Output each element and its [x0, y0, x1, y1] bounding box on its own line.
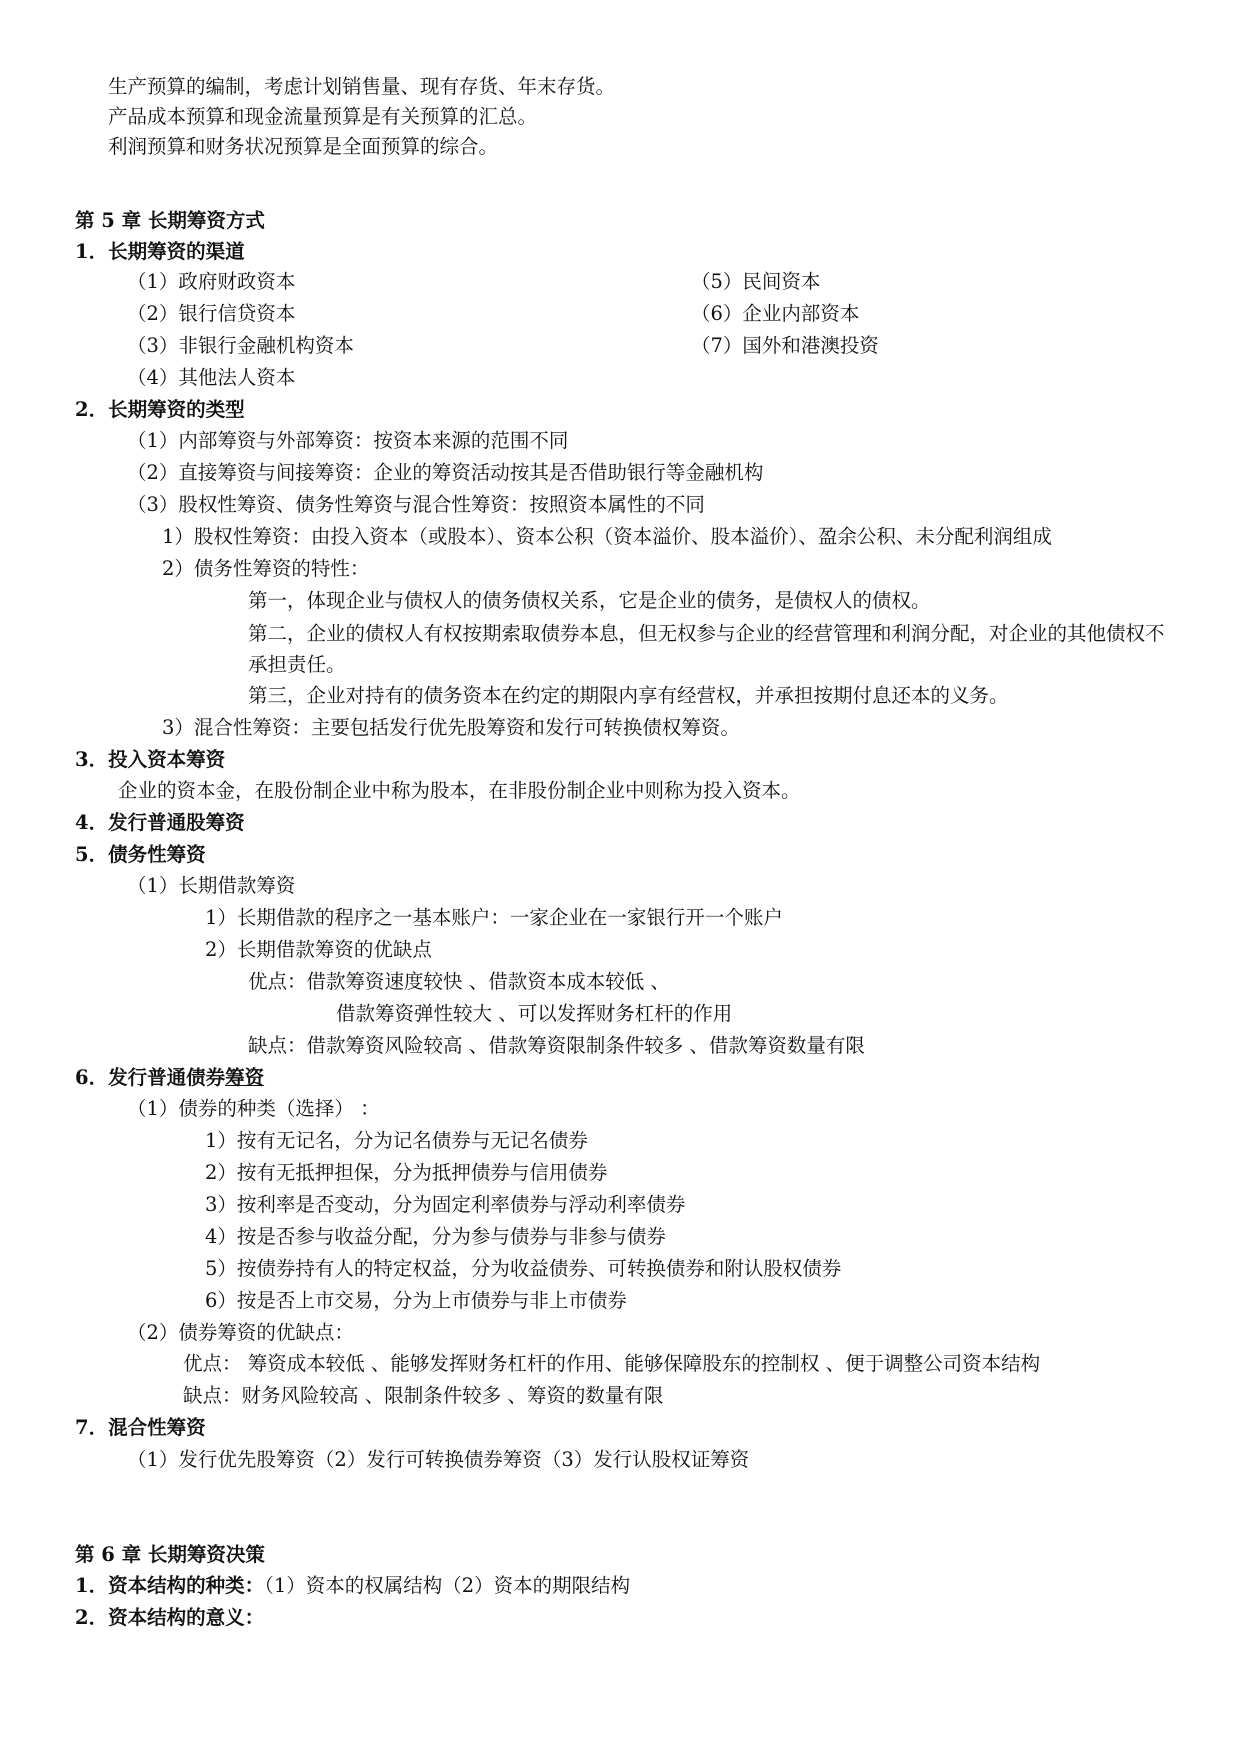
paragraph: 优点：借款筹资速度较快 、借款资本成本较低 、: [248, 970, 670, 993]
paragraph: 借款筹资弹性较大 、可以发挥财务杠杆的作用: [336, 1002, 733, 1025]
list-item: （2）直接筹资与间接筹资：企业的筹资活动按其是否借助银行等金融机构: [127, 461, 764, 484]
section-heading: 3．投入资本筹资: [75, 748, 226, 771]
paragraph: 第三，企业对持有的债务资本在约定的期限内享有经营权，并承担按期付息还本的义务。: [248, 684, 1009, 707]
intro-line: 产品成本预算和现金流量预算是有关预算的汇总。: [108, 105, 538, 128]
section-text: （1）资本的权属结构（2）资本的期限结构: [264, 1574, 631, 1597]
section-heading-text: 1．资本结构的种类：: [75, 1574, 265, 1597]
list-item: 5）按债券持有人的特定权益，分为收益债券、可转换债券和附认股权债券: [205, 1257, 842, 1280]
list-item: （6）企业内部资本: [691, 302, 860, 325]
list-item: （1）政府财政资本: [127, 270, 296, 293]
section-heading: 5．债务性筹资: [75, 843, 206, 866]
section-heading-text: 6．发行普通债券: [75, 1066, 226, 1089]
paragraph: （1）发行优先股筹资（2）发行可转换债券筹资（3）发行认股权证筹资: [127, 1448, 750, 1471]
paragraph: 第一，体现企业与债权人的债务债权关系，它是企业的债务，是债权人的债权。: [248, 589, 931, 612]
paragraph: 优点： 筹资成本较低 、能够发挥财务杠杆的作用、能够保障股东的控制权 、便于调整公司资本结构: [183, 1352, 1041, 1375]
intro-line: 生产预算的编制，考虑计划销售量、现有存货、年末存货。: [108, 75, 616, 98]
section-heading: 7．混合性筹资: [75, 1416, 206, 1439]
section-heading: [75, 1572, 630, 1600]
list-item: （7）国外和港澳投资: [691, 334, 879, 357]
list-item: 1）股权性筹资：由投入资本（或股本）、资本公积（资本溢价、股本溢价）、盈余公积、未分配利润组成: [162, 525, 1052, 548]
section-heading-underlined: 筹资: [225, 1066, 265, 1089]
section-heading: 2．长期筹资的类型: [75, 398, 245, 421]
list-item: 6）按是否上市交易，分为上市债券与非上市债券: [205, 1289, 627, 1312]
list-item: 2）按有无抵押担保，分为抵押债券与信用债券: [205, 1161, 608, 1184]
section-heading: 4．发行普通股筹资: [75, 811, 245, 834]
chapter-6-title: 第 6 章 长期筹资决策: [75, 1543, 265, 1566]
paragraph: 企业的资本金，在股份制企业中称为股本，在非股份制企业中则称为投入资本。: [118, 779, 801, 802]
paragraph: 第二，企业的债权人有权按期索取债券本息，但无权参与企业的经营管理和利润分配，对企业的其他债权不承担责任。: [248, 622, 1165, 676]
list-item: 2）债务性筹资的特性：: [162, 557, 370, 580]
section-heading: 2．资本结构的意义：: [75, 1606, 265, 1629]
paragraph: 缺点：借款筹资风险较高 、借款筹资限制条件较多 、借款筹资数量有限: [248, 1034, 865, 1057]
list-item: 3）按利率是否变动，分为固定利率债券与浮动利率债券: [205, 1193, 686, 1216]
list-item: （1）长期借款筹资: [127, 874, 296, 897]
list-item: （1）债券的种类（选择） ：: [127, 1097, 380, 1120]
list-item: （3）股权性筹资、债务性筹资与混合性筹资：按照资本属性的不同: [127, 493, 705, 516]
list-item: （5）民间资本: [691, 270, 821, 293]
list-item: （1）内部筹资与外部筹资：按资本来源的范围不同: [127, 429, 569, 452]
list-item: 2）长期借款筹资的优缺点: [205, 938, 432, 961]
list-item: （2）债券筹资的优缺点：: [127, 1321, 354, 1344]
list-item: （2）银行信贷资本: [127, 302, 296, 325]
section-heading: [75, 1064, 264, 1092]
paragraph: 缺点：财务风险较高 、限制条件较多 、筹资的数量有限: [183, 1384, 664, 1407]
list-item: 1）长期借款的程序之一基本账户：一家企业在一家银行开一个账户: [205, 906, 783, 929]
list-item: 1）按有无记名，分为记名债券与无记名债券: [205, 1129, 588, 1152]
list-item: 4）按是否参与收益分配，分为参与债券与非参与债券: [205, 1225, 666, 1248]
intro-line: 利润预算和财务状况预算是全面预算的综合。: [108, 135, 499, 158]
list-item: 3）混合性筹资：主要包括发行优先股筹资和发行可转换债权筹资。: [162, 716, 740, 739]
chapter-5-title: 第 5 章 长期筹资方式: [75, 209, 265, 232]
list-item: （4）其他法人资本: [127, 366, 296, 389]
list-item: （3）非银行金融机构资本: [127, 334, 354, 357]
section-heading: 1．长期筹资的渠道: [75, 240, 245, 263]
